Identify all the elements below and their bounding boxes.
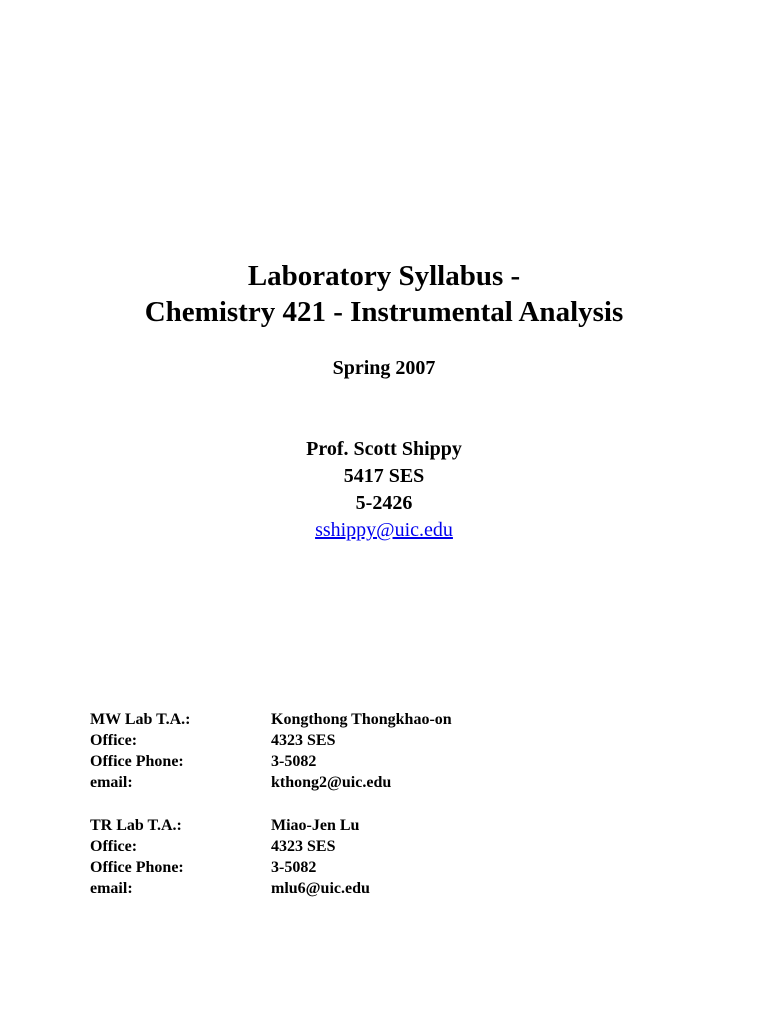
ta-email: kthong2@uic.edu [271, 774, 392, 791]
ta-office: 4323 SES [271, 838, 336, 855]
ta-row [90, 772, 650, 793]
ta-label: email: [90, 880, 133, 897]
ta-label: Office Phone: [90, 859, 184, 876]
ta-row [90, 836, 650, 857]
professor-name: Prof. Scott Shippy [306, 438, 462, 460]
ta-office: 4323 SES [271, 732, 336, 749]
title-line-1: Laboratory Syllabus - [247, 260, 521, 292]
ta-phone: 3-5082 [271, 859, 317, 876]
ta-row [90, 709, 650, 730]
ta-label: TR Lab T.A.: [90, 817, 182, 834]
ta-row [90, 815, 650, 836]
ta-row [90, 730, 650, 751]
professor-phone: 5-2426 [355, 492, 413, 514]
ta-label: MW Lab T.A.: [90, 711, 191, 728]
title-line-2: Chemistry 421 - Instrumental Analysis [144, 296, 624, 328]
ta-row [90, 857, 650, 878]
ta-row [90, 878, 650, 899]
ta-email: mlu6@uic.edu [271, 880, 370, 897]
ta-label: email: [90, 774, 133, 791]
professor-contact [0, 436, 768, 544]
professor-office: 5417 SES [343, 465, 425, 487]
ta-row [90, 751, 650, 772]
tr-ta-info [90, 815, 650, 899]
ta-name: Miao-Jen Lu [271, 817, 360, 834]
ta-label: Office: [90, 732, 138, 749]
mw-ta-info [90, 709, 650, 793]
ta-label: Office Phone: [90, 753, 184, 770]
term-label: Spring 2007 [332, 357, 436, 379]
professor-email-link[interactable]: sshippy@uic.edu [315, 519, 453, 541]
ta-label: Office: [90, 838, 138, 855]
ta-name: Kongthong Thongkhao-on [271, 711, 452, 728]
document-title [0, 258, 768, 330]
ta-phone: 3-5082 [271, 753, 317, 770]
